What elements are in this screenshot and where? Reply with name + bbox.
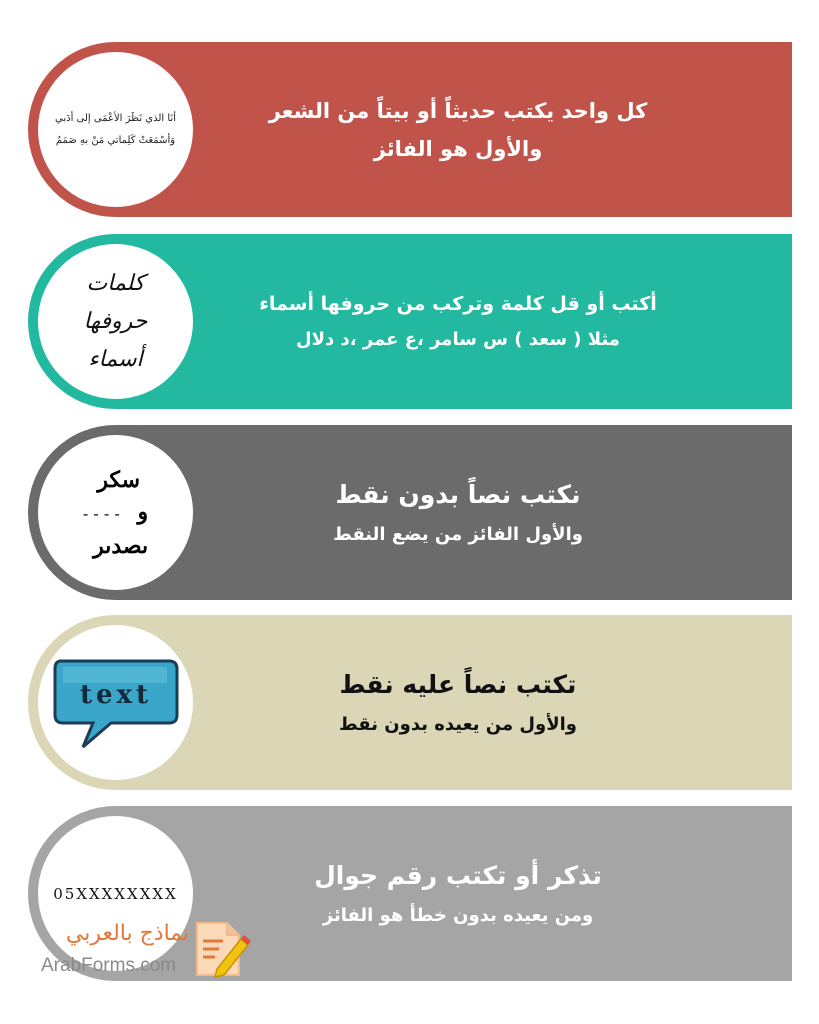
- arabforms-logo: [33, 917, 253, 987]
- card-text: [208, 806, 708, 981]
- dash-marks: - - - -: [82, 503, 120, 523]
- logo-arabic-text: نماذج بالعربي: [65, 921, 190, 946]
- card-circle: [38, 435, 193, 590]
- speech-bubble-icon: [49, 653, 183, 753]
- card-title: تذكر أو تكتب رقم جوال: [314, 860, 602, 890]
- hand-line-2: حروفها: [83, 308, 148, 334]
- handwritten-words: [84, 265, 148, 379]
- card-text: [208, 42, 708, 217]
- card-subtitle: والأول الفائز من يضع النقط: [333, 523, 583, 545]
- poem-verse: [55, 108, 176, 152]
- card-no-dots: [28, 425, 792, 600]
- card-title: كل واحد يكتب حديثاً أو بيتاً من الشعر: [268, 98, 648, 123]
- card-subtitle: مثلا ( سعد ) س سامر ،ع عمر ،د دلال: [296, 328, 620, 350]
- hand-line-1: كلمات: [86, 270, 145, 296]
- verse-line-1: أنَا الذي نَظَرَ الأعْمَى إلى أدَبي: [55, 112, 176, 124]
- undotted-text: [83, 464, 148, 562]
- hand-line-3: أسماء: [88, 346, 143, 372]
- card-circle: [38, 52, 193, 207]
- card-text: [208, 234, 708, 409]
- card-hadith-poem: [28, 42, 792, 217]
- bubble-text: text: [79, 679, 152, 710]
- card-text: [208, 615, 708, 790]
- card-circle: [38, 244, 193, 399]
- verse-line-2: وَأسْمَعَتْ كَلِماتي مَنْ بهِ صَمَمُ: [55, 134, 176, 146]
- document-pencil-icon: [193, 917, 251, 979]
- undotted-line-2: و - - - -: [82, 498, 149, 525]
- logo-english-text: ArabForms.com: [41, 955, 177, 976]
- undotted-line-1: سكر: [97, 466, 141, 493]
- undotted-line-3: ىصدىر: [93, 532, 149, 559]
- card-title: تكتب نصاً عليه نقط: [339, 669, 577, 699]
- card-word-names: [28, 234, 792, 409]
- card-circle: [38, 625, 193, 780]
- phone-number: 05XXXXXXXX: [53, 884, 178, 903]
- card-with-dots: [28, 615, 792, 790]
- card-subtitle: ومن يعيده بدون خطأ هو الفائز: [322, 904, 594, 926]
- card-subtitle: والأول من يعيده بدون نقط: [339, 713, 577, 735]
- card-title: نكتب نصاً بدون نقط: [335, 479, 581, 509]
- card-title: أكتب أو قل كلمة وتركب من حروفها أسماء: [259, 292, 657, 315]
- card-subtitle: والأول هو الفائز: [373, 136, 543, 161]
- card-text: [208, 425, 708, 600]
